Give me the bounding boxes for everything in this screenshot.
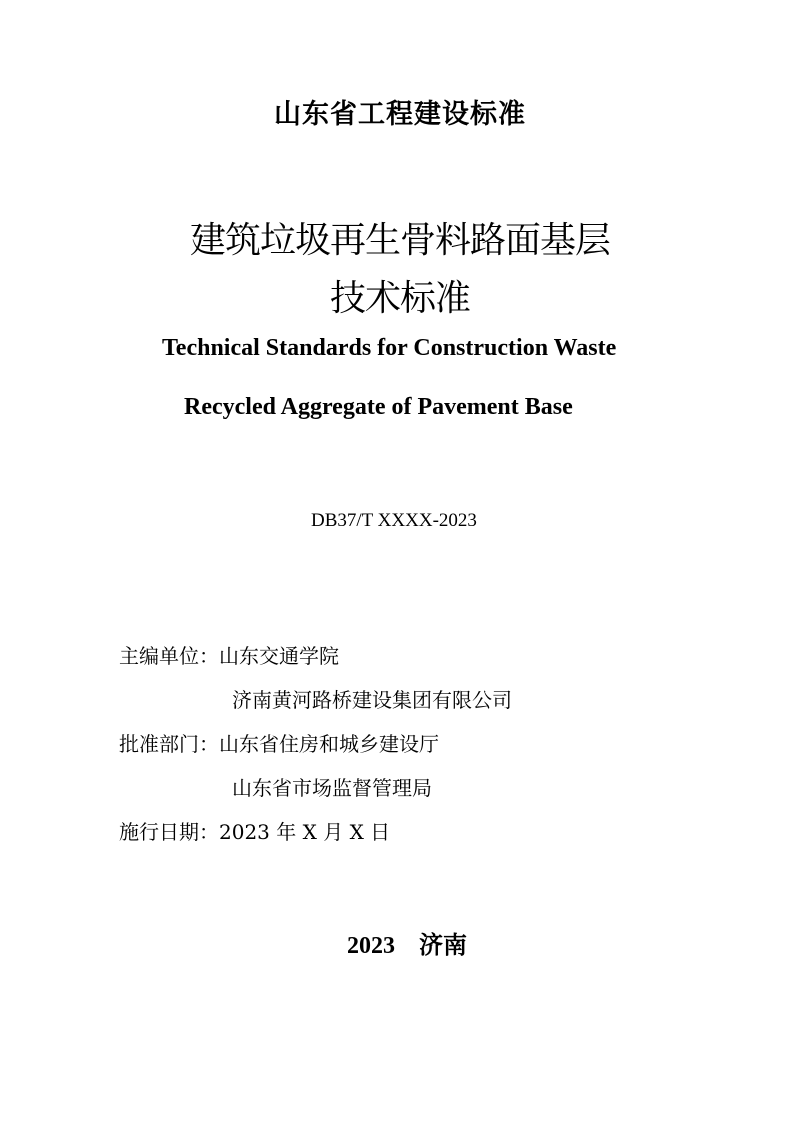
effective-date-row — [119, 816, 390, 845]
publication-footer — [347, 925, 467, 960]
editor-label: 主编单位： — [119, 644, 219, 668]
approver-value-2: 山东省市场监督管理局 — [232, 776, 432, 800]
standard-title-cn-line1: 建筑垃圾再生骨料路面基层 — [189, 220, 610, 261]
editor-value-1: 山东交通学院 — [219, 644, 339, 668]
editor-value-2: 济南黄河路桥建设集团有限公司 — [232, 688, 512, 712]
issuer-title: 山东省工程建设标准 — [274, 99, 526, 130]
standard-title-en-line1: Technical Standards for Construction Waste — [162, 335, 617, 361]
approver-row-2 — [232, 772, 432, 801]
publication-city: 济南 — [419, 933, 467, 959]
effective-date-label: 施行日期： — [119, 820, 219, 844]
editor-row-2 — [232, 684, 512, 713]
approver-row — [119, 728, 439, 757]
standard-title-en-line2: Recycled Aggregate of Pavement Base — [184, 394, 573, 420]
approver-value-1: 山东省住房和城乡建设厅 — [219, 732, 439, 756]
approver-label: 批准部门： — [119, 732, 219, 756]
standard-title-cn-line2: 技术标准 — [329, 278, 470, 319]
effective-date-value: 2023 年 X 月 X 日 — [219, 820, 391, 844]
standard-code: DB37/T XXXX-2023 — [311, 510, 477, 531]
editor-row — [119, 640, 339, 669]
publication-year: 2023 — [347, 933, 395, 959]
